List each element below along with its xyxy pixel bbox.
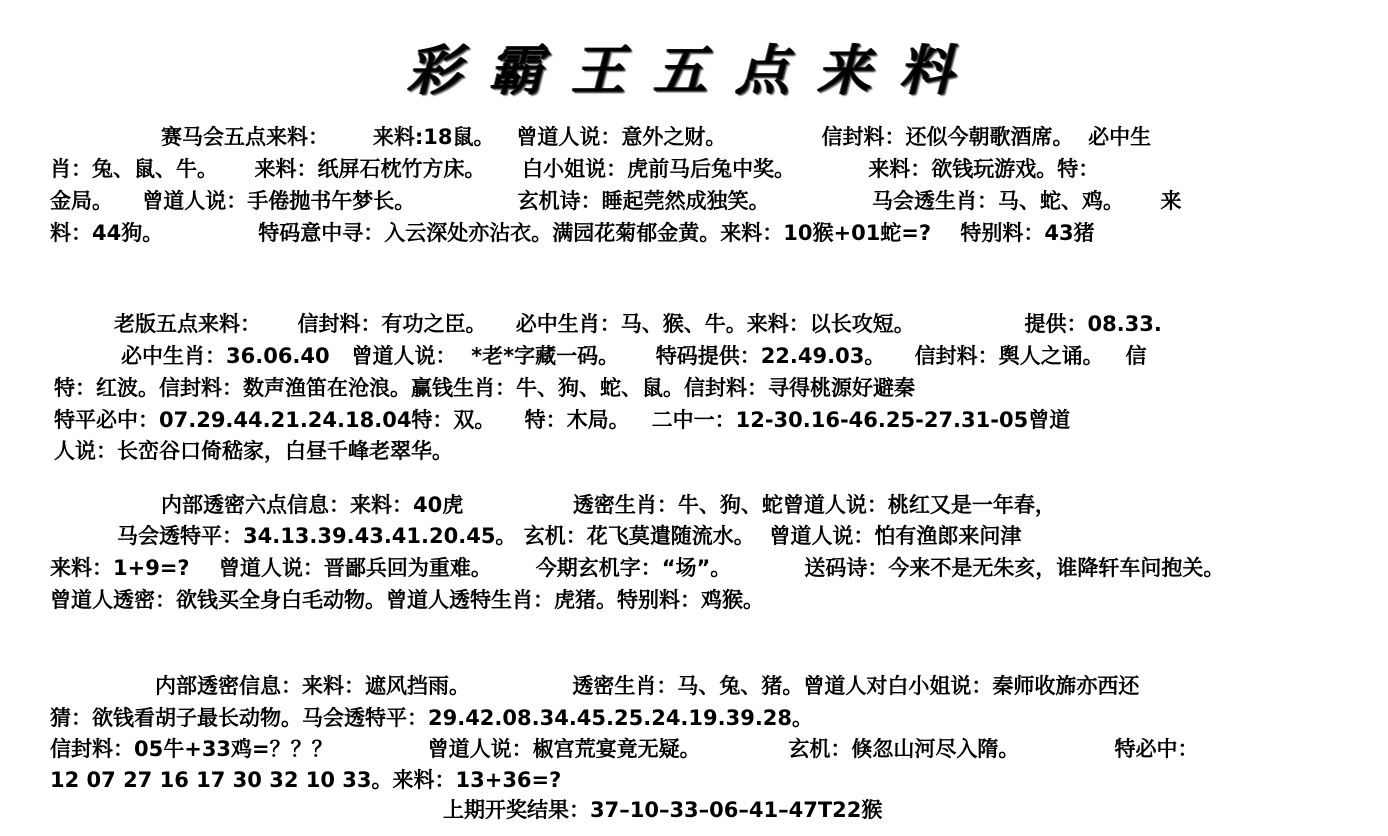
text-line: 特平必中：07.29.44.21.24.18.04特：双。 特：木局。 二中一：12-30.16-46.25-27.31-05曾道 bbox=[54, 408, 1071, 432]
text-line: 金局。 曾道人说：手倦抛书午梦长。 玄机诗：睡起莞然成独笑。 马会透生肖：马、蛇、鸡。 来 bbox=[50, 189, 1182, 213]
text-line: 老版五点来料： 信封料：有功之臣。 必中生肖：马、猴、牛。来料：以长攻短。 提供：08.33. bbox=[114, 312, 1162, 336]
text-line: 赛马会五点来料： 来料:18鼠。 曾道人说：意外之财。 信封料：还似今朝歌酒席。 必中生 bbox=[161, 125, 1152, 149]
page-title: 彩霸王五点来料 bbox=[407, 38, 981, 102]
text-line: 来料：1+9=? 曾道人说：晋鄙兵回为重难。 今期玄机字：“场”。 送码诗：今来不是无朱亥，谁降轩车问抱关。 bbox=[50, 556, 1225, 580]
text-line: 必中生肖：36.06.40 曾道人说： *老*字藏一码。 特码提供：22.49.03。 信封料：舆人之诵。 信 bbox=[121, 344, 1147, 368]
text-line: 肖：兔、鼠、牛。 来料：纸屏石枕竹方床。 白小姐说：虎前马后兔中奖。 来料：欲钱玩游戏。特： bbox=[50, 157, 1100, 181]
text-line: 人说：长峦谷口倚嵇家，白昼千峰老翠华。 bbox=[54, 439, 453, 463]
text-line: 料：44狗。 特码意中寻：入云深处亦沾衣。满园花菊郁金黄。来料：10猴+01蛇=? 特别料：43猪 bbox=[50, 221, 1095, 245]
text-line: 特：红波。信封料：数声渔笛在沧浪。赢钱生肖：牛、狗、蛇、鼠。信封料：寻得桃源好避秦 bbox=[54, 376, 915, 400]
text-line: 信封料：05牛+33鸡=？？？ 曾道人说：椒宫荒宴竟无疑。 玄机：倏忽山河尽入隋。 特必中： bbox=[50, 737, 1199, 761]
text-line: 内部透密六点信息：来料：40虎 透密生肖：牛、狗、蛇曾道人说：桃红又是一年春， bbox=[161, 493, 1056, 517]
result-line: 上期开奖结果：37–10–33–06–41–47T22猴 bbox=[443, 798, 883, 822]
text-line: 曾道人透密：欲钱买全身白毛动物。曾道人透特生肖：虎猪。特别料：鸡猴。 bbox=[50, 588, 764, 612]
text-line: 内部透密信息：来料：遮风挡雨。 透密生肖：马、兔、猪。曾道人对白小姐说：秦师收旆亦西还 bbox=[155, 674, 1140, 698]
text-line: 猜：欲钱看胡子最长动物。马会透特平：29.42.08.34.45.25.24.19.39.28。 bbox=[50, 706, 814, 730]
text-line: 12 07 27 16 17 30 32 10 33。来料：13+36=? bbox=[50, 768, 562, 792]
text-line: 马会透特平：34.13.39.43.41.20.45。 玄机：花飞莫遣随流水。 曾道人说：怕有渔郎来问津 bbox=[117, 524, 1022, 548]
